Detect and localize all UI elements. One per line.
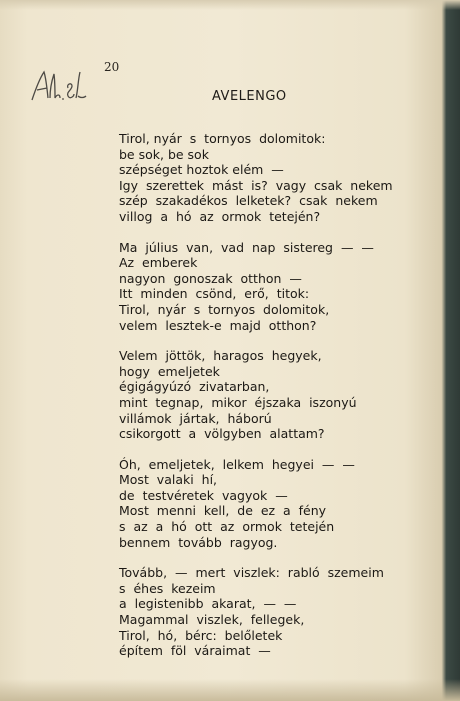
poem-line: Az emberek xyxy=(119,255,198,271)
page-top-edge xyxy=(0,0,460,10)
poem-line: Óh, emeljetek, lelkem hegyei — — xyxy=(119,456,355,472)
poem-body xyxy=(119,131,419,674)
stanza-5 xyxy=(119,565,419,659)
poem-line: Itt minden csönd, erő, titok: xyxy=(119,286,310,302)
handwritten-signature xyxy=(28,66,88,106)
stanza-4 xyxy=(119,457,419,551)
poem-line: Most valaki hí, xyxy=(119,472,218,488)
stanza-3 xyxy=(119,348,419,442)
poem-line: s éhes kezeim xyxy=(119,580,216,596)
poem-line: Most menni kell, de ez a fény xyxy=(119,503,327,519)
poem-line: s az a hó ott az ormok tetején xyxy=(119,519,335,535)
poem-line: nagyon gonoszak otthon — xyxy=(119,270,302,286)
poem-line: Tirol, nyár s tornyos dolomitok: xyxy=(119,131,326,146)
poem-line: Tirol, nyár s tornyos dolomitok, xyxy=(119,301,330,317)
page-bottom-edge xyxy=(0,679,460,701)
poem-title: AVELENGO xyxy=(212,89,287,104)
poem-line: szép szakadékos lelketek? csak nekem xyxy=(119,193,378,209)
poem-line: Tirol, hó, bérc: belőletek xyxy=(119,627,283,643)
poem-line: villámok jártak, háború xyxy=(119,410,272,426)
stanza-2 xyxy=(119,240,419,334)
poem-line: Ma július van, vad nap sistereg — — xyxy=(119,239,374,255)
poem-line: égigágyúzó zivatarban, xyxy=(119,379,270,395)
poem-line: velem lesztek-e majd otthon? xyxy=(119,317,317,333)
poem-line: Magammal viszlek, fellegek, xyxy=(119,612,305,628)
poem-line: mint tegnap, mikor éjszaka iszonyú xyxy=(119,394,357,410)
poem-line: a legistenibb akarat, — — xyxy=(119,596,297,612)
poem-line: villog a hó az ormok tetején? xyxy=(119,208,321,224)
page-number: 20 xyxy=(104,60,120,74)
poem-line: Tovább, — mert viszlek: rabló szemeim xyxy=(119,565,384,581)
stanza-1 xyxy=(119,131,419,225)
poem-line: Igy szerettek mást is? vagy csak nekem xyxy=(119,177,393,193)
poem-line: csikorgott a völgyben alattam? xyxy=(119,426,325,442)
poem-line: bennem tovább ragyog. xyxy=(119,534,278,550)
poem-line: de testvéretek vagyok — xyxy=(119,487,288,503)
poem-line: Velem jöttök, haragos hegyek, xyxy=(119,348,322,364)
poem-line: építem föl váraimat — xyxy=(119,643,271,659)
poem-line: be sok, be sok xyxy=(119,146,209,162)
poem-line: hogy emeljetek xyxy=(119,363,220,379)
poem-line: szépséget hoztok elém — xyxy=(119,162,284,178)
